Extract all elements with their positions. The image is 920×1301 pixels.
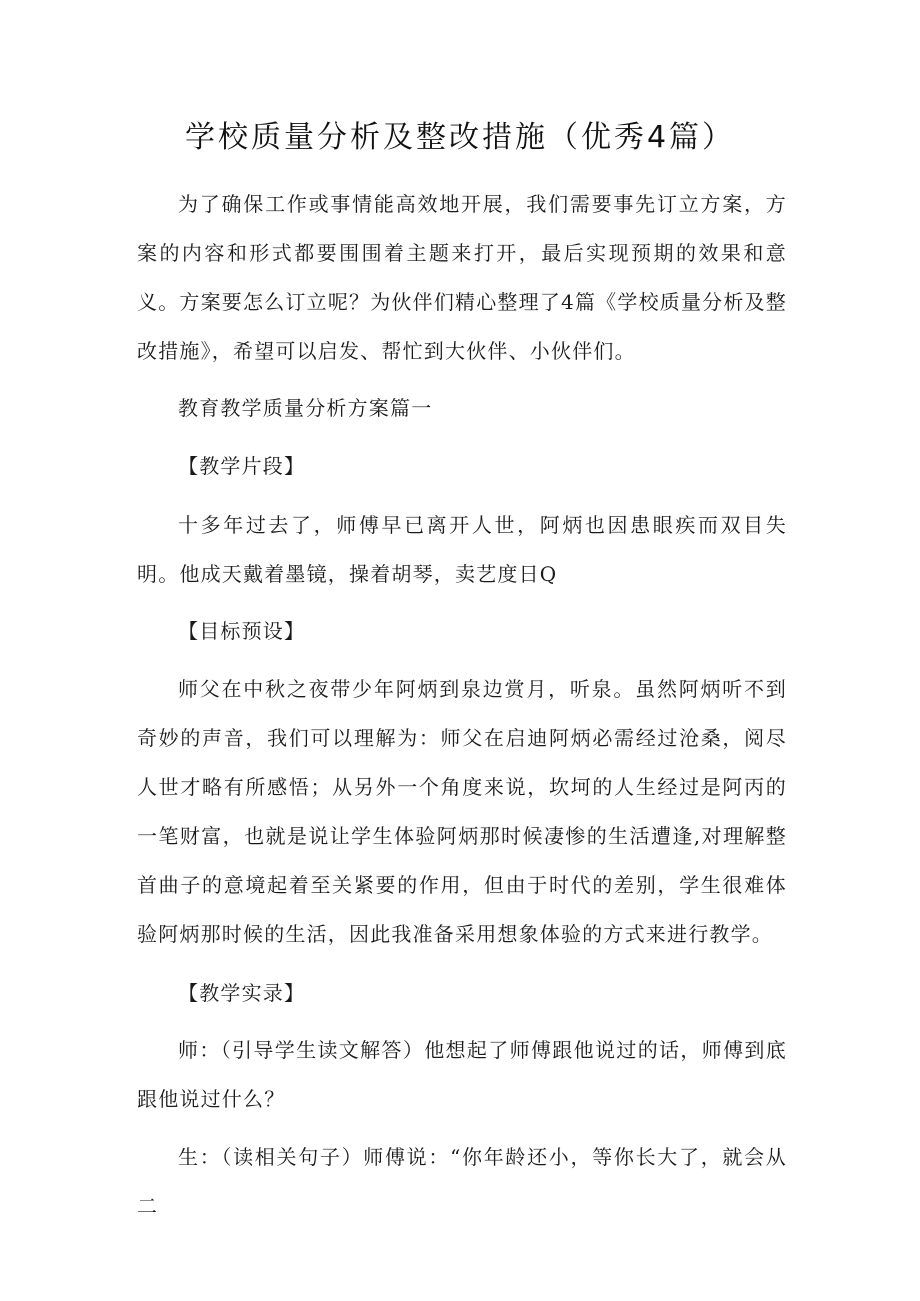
story-paragraph: 十多年过去了，师傅早已离开人世，阿炳也因患眼疾而双目失明。他成天戴着墨镜，操着胡琴，卖艺度日Q xyxy=(137,513,787,586)
document-title: 学校质量分析及整改措施（优秀4篇） xyxy=(184,120,736,155)
bracket-heading-teaching-segment: 【教学片段】 xyxy=(178,454,306,478)
student-dialogue-paragraph: 生：（读相关句子）师傅说：“你年龄还小，等你长大了，就会从二 xyxy=(137,1145,787,1218)
intro-paragraph: 为了确保工作或事情能高效地开展，我们需要事先订立方案，方案的内容和形式都要围围着主题来打开，最后实现预期的效果和意义。方案要怎么订立呢？为伙伴们精心整理了4篇《学校质量分析及整改措施》，希望可以启发、帮忙到大伙伴、小伙伴们。 xyxy=(137,192,787,363)
bracket-heading-record: 【教学实录】 xyxy=(178,981,306,1005)
bracket-heading-goal: 【目标预设】 xyxy=(178,619,306,643)
section-heading: 教育教学质量分析方案篇一 xyxy=(178,396,433,420)
goal-paragraph: 师父在中秋之夜带少年阿炳到泉边赏月，听泉。虽然阿炳听不到奇妙的声音，我们可以理解为：师父在启迪阿炳必需经过沧桑，阅尽人世才略有所感悟；从另外一个角度来说，坎坷的人生经过是阿丙的一笔财富，也就是说让学生体验阿炳那时候凄惨的生活遭逢,对理解整首曲子的意境起着至关紧要的作用，但由于时代的差别，学生很难体验阿炳那时候的生活，因此我准备采用想象体验的方式来进行教学。 xyxy=(137,677,787,946)
teacher-dialogue-paragraph: 师：（引导学生读文解答）他想起了师傅跟他说过的话，师傅到底跟他说过什么？ xyxy=(137,1038,787,1111)
